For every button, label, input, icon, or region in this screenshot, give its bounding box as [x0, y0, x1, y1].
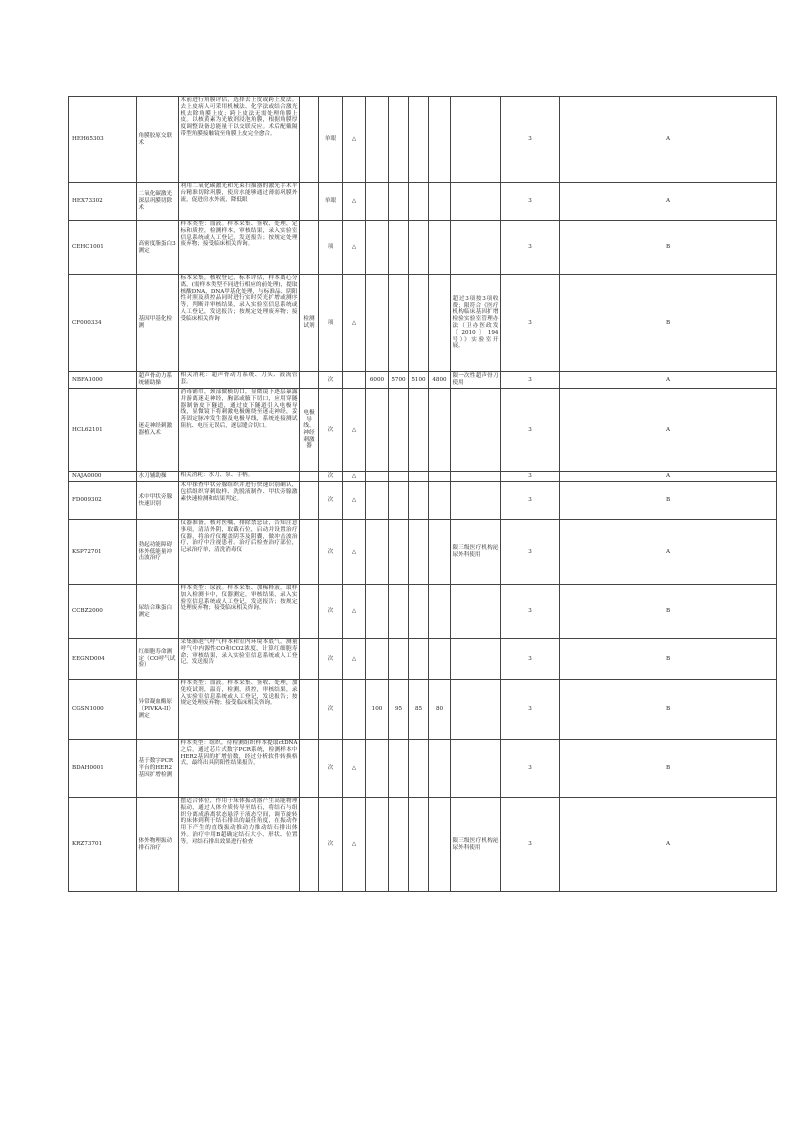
remark: [451, 221, 501, 275]
item-description: 仪器准备，核对医嘱，排除禁忌证，告知注意事项，清洁外阴，取截石位，启动并设置治疗仪器，将治疗仪覆盖阴茎及阴囊，做冲击波治疗，治疗中注视患者。治疗后检查治疗部位，记录治疗单，清洗消毒仪: [179, 520, 300, 585]
price-tier-3: 85: [409, 680, 429, 740]
price-tier-3: [409, 585, 429, 639]
payment-category: B: [560, 585, 777, 639]
payment-category: A: [560, 372, 777, 389]
price-tier-3: [409, 639, 429, 680]
price-tier-2: [389, 389, 409, 472]
hospital-level: 3: [501, 639, 560, 680]
price-tier-2: [389, 275, 409, 372]
hospital-level: 3: [501, 97, 560, 183]
item-code: FD009302: [69, 482, 137, 520]
remark: [451, 482, 501, 520]
price-tier-1: [366, 585, 389, 639]
price-tier-4: [429, 275, 451, 372]
hospital-level: 3: [501, 275, 560, 372]
price-tier-1: 100: [366, 680, 389, 740]
item-description: 相关消耗：水刀、泵、手柄。: [179, 472, 300, 482]
remark: 超过3项按3项收费；限符合《医疗机构临床基因扩增检验实验室管理办法（卫办医政发〔2010〕194号）》实验室开展。: [451, 275, 501, 372]
instruction-mark: △: [343, 389, 366, 472]
instruction-mark: △: [343, 740, 366, 798]
item-description: 摆适合体位，作用于床体振动器产生高能物理振动，通过人体介质传导至结石，将结石与组织分离成游离状态悬浮于液态空间，调节旋转的床体到利于结石排出的最佳角度，在振动作用下产生的直线振动推动力推动结石排出体外。治疗中用B超确定结石大小、形状、位置等，对结石排出效果进行检查: [179, 798, 300, 892]
remark: 限一次性超声骨刀使用: [451, 372, 501, 389]
hospital-level: 3: [501, 798, 560, 892]
price-tier-1: [366, 183, 389, 221]
item-code: HEX73302: [69, 183, 137, 221]
remark: [451, 680, 501, 740]
hospital-level: 3: [501, 389, 560, 472]
price-tier-3: [409, 740, 429, 798]
price-tier-4: [429, 639, 451, 680]
instruction-mark: △: [343, 221, 366, 275]
item-name: 体外物理振动排石治疗: [137, 798, 179, 892]
item-code: KSP72701: [69, 520, 137, 585]
price-tier-2: [389, 183, 409, 221]
price-tier-2: 95: [389, 680, 409, 740]
item-name: 红细胞寿命测定（CO呼气试验）: [137, 639, 179, 680]
instruction-mark: [343, 372, 366, 389]
payment-category: B: [560, 740, 777, 798]
price-tier-4: [429, 520, 451, 585]
table-row: [69, 97, 777, 183]
item-code: CCBZ2000: [69, 585, 137, 639]
table-row: [69, 372, 777, 389]
price-tier-3: [409, 520, 429, 585]
price-tier-1: [366, 639, 389, 680]
item-name: 超声骨动力系统辅助操: [137, 372, 179, 389]
item-description: 样本类型：血液。样本采集、签收、处理，定标和质控，检测样本，审核结果，录入实验室信息系统或人工登记，发送报告；按规定处理废弃物；接受临床相关咨询。: [179, 221, 300, 275]
item-description: 采集肺泡气呼气样本和室内环境本底气，测量呼气中内源性CO和CO2浓度，计算红细胞寿命；审核结果，录入实验室信息系统或人工登记，发送报告: [179, 639, 300, 680]
excluded-items: [300, 680, 319, 740]
item-name: 勃起功能障碍体外低能量冲击波治疗: [137, 520, 179, 585]
payment-category: A: [560, 520, 777, 585]
remark: 限三级医疗机构泌尿外科使用: [451, 798, 501, 892]
item-name: 尿结合珠蛋白测定: [137, 585, 179, 639]
item-name: 高密度脂蛋白3测定: [137, 221, 179, 275]
price-tier-3: [409, 798, 429, 892]
price-tier-2: 5700: [389, 372, 409, 389]
item-name: 基于数字PCR平台的HER2基因扩增检测: [137, 740, 179, 798]
item-name: 水刀辅助操: [137, 472, 179, 482]
price-tier-1: [366, 389, 389, 472]
price-tier-4: [429, 221, 451, 275]
item-code: BDAH0001: [69, 740, 137, 798]
excluded-items: 检测试剂: [300, 275, 319, 372]
price-tier-2: [389, 798, 409, 892]
hospital-level: 3: [501, 221, 560, 275]
excluded-items: [300, 472, 319, 482]
table-row: [69, 680, 777, 740]
pricing-unit: 次: [319, 740, 343, 798]
pricing-unit: 次: [319, 680, 343, 740]
payment-category: A: [560, 798, 777, 892]
price-tier-4: 80: [429, 680, 451, 740]
remark: [451, 639, 501, 680]
price-tier-4: [429, 97, 451, 183]
price-tier-1: [366, 472, 389, 482]
item-code: CF000334: [69, 275, 137, 372]
item-description: 术中探查甲状旁腺组织并进行快速识别确认，包括组织穿刺取样、洗脱液制作、甲状旁腺激素快速检测和结果判定。: [179, 482, 300, 520]
item-description: 样本类型：血液。样本采集、签收、处理，加免疫试剂，温育，检测，质控，审核结果，录入实验室信息系统或人工登记，发送报告；按规定处理废弃物；接受临床相关咨询。: [179, 680, 300, 740]
payment-category: A: [560, 97, 777, 183]
price-tier-4: [429, 740, 451, 798]
table-row: [69, 798, 777, 892]
item-code: NBFA1000: [69, 372, 137, 389]
price-tier-3: [409, 275, 429, 372]
price-tier-3: [409, 482, 429, 520]
item-description: 样本类型：组织。待检测组织样本提取ctDNA之后，通过芯片式数字PCR系统，检测样本中HER2基因的扩增倍数，经过分析软件转换格式，最终出具阴阳性结果报告。: [179, 740, 300, 798]
remark: [451, 472, 501, 482]
hospital-level: 3: [501, 372, 560, 389]
remark: 限三级医疗机构泌尿外科使用: [451, 520, 501, 585]
payment-category: B: [560, 639, 777, 680]
excluded-items: [300, 585, 319, 639]
payment-category: A: [560, 183, 777, 221]
item-name: 角膜胶原交联术: [137, 97, 179, 183]
remark: [451, 97, 501, 183]
remark: [451, 183, 501, 221]
price-tier-2: [389, 482, 409, 520]
excluded-items: [300, 639, 319, 680]
table-row: [69, 472, 777, 482]
price-tier-2: [389, 221, 409, 275]
remark: [451, 585, 501, 639]
price-tier-3: [409, 183, 429, 221]
hospital-level: 3: [501, 472, 560, 482]
price-tier-4: [429, 585, 451, 639]
hospital-level: 3: [501, 520, 560, 585]
price-tier-3: [409, 221, 429, 275]
price-table: [68, 96, 777, 892]
price-tier-1: 6000: [366, 372, 389, 389]
excluded-items: [300, 97, 319, 183]
payment-category: A: [560, 389, 777, 472]
table-row: [69, 639, 777, 680]
price-tier-1: [366, 275, 389, 372]
table-row: [69, 520, 777, 585]
table-row: [69, 275, 777, 372]
price-tier-3: [409, 472, 429, 482]
price-tier-2: [389, 520, 409, 585]
pricing-unit: 单眼: [319, 183, 343, 221]
excluded-items: [300, 221, 319, 275]
pricing-unit: 单眼: [319, 97, 343, 183]
price-tier-2: [389, 585, 409, 639]
table-row: [69, 740, 777, 798]
pricing-unit: 次: [319, 372, 343, 389]
item-code: CGSN1000: [69, 680, 137, 740]
item-code: HCL62101: [69, 389, 137, 472]
pricing-unit: 次: [319, 520, 343, 585]
pricing-unit: 次: [319, 798, 343, 892]
price-tier-4: [429, 482, 451, 520]
price-tier-1: [366, 482, 389, 520]
price-tier-1: [366, 520, 389, 585]
payment-category: B: [560, 680, 777, 740]
item-description: 消毒铺巾，颈部做横切口，显微镜下逐层暴露并游离迷走神经，胸部或腋下切口，应用穿隧器制备皮下隧道，通过皮下隧道引入电极导线，显微镜下将刺激电极缠绕至迷走神经，妥善固定脉冲发生器及电极导线，系统连接测试阻抗、电压无误后，逐层缝合切口。: [179, 389, 300, 472]
item-description: 相关消耗：超声骨动力系统、刀头、液流管套。: [179, 372, 300, 389]
excluded-items: [300, 520, 319, 585]
price-tier-4: [429, 183, 451, 221]
item-description: 利用二氧化碳激光和光束扫描器的激光手术平台精准切除巩膜，使房水能够通过薄弱巩膜外流，促进房水外流，降低眼: [179, 183, 300, 221]
instruction-mark: △: [343, 585, 366, 639]
item-code: HEH65303: [69, 97, 137, 183]
price-tier-2: [389, 639, 409, 680]
excluded-items: [300, 482, 319, 520]
table-row: [69, 221, 777, 275]
item-code: KRZ73701: [69, 798, 137, 892]
table-row: [69, 585, 777, 639]
price-tier-4: [429, 389, 451, 472]
pricing-unit: 次: [319, 472, 343, 482]
payment-category: B: [560, 275, 777, 372]
price-tier-3: [409, 97, 429, 183]
hospital-level: 3: [501, 585, 560, 639]
table-row: [69, 183, 777, 221]
instruction-mark: △: [343, 97, 366, 183]
instruction-mark: △: [343, 183, 366, 221]
item-description: 术前进行角膜评估，选择去上皮或跨上皮法。去上皮病人可采用机械法、化学法或结合激光机去除角膜上皮；跨上皮法无需处理角膜上皮。以核黄素为光敏剂浸泡角膜，根据角膜厚度调整设备总能量干以交联反应。术后配戴隔带型角膜接触镜至角膜上皮完全愈合。: [179, 97, 300, 183]
pricing-unit: 次: [319, 482, 343, 520]
instruction-mark: △: [343, 639, 366, 680]
excluded-items: [300, 372, 319, 389]
item-name: 迷走神经刺激器植入术: [137, 389, 179, 472]
table-row: [69, 482, 777, 520]
price-tier-2: [389, 740, 409, 798]
price-tier-4: 4800: [429, 372, 451, 389]
excluded-items: [300, 183, 319, 221]
table-row: [69, 389, 777, 472]
item-name: 二氧化碳激光深层巩膜切除术: [137, 183, 179, 221]
instruction-mark: [343, 680, 366, 740]
price-tier-3: 5100: [409, 372, 429, 389]
hospital-level: 3: [501, 680, 560, 740]
item-description: 样本类型：尿液。样本采集、加稀释液，取样加入检测卡中，仪器测定，审核结果，录入实验室信息系统或人工登记，发送报告；按规定处理废弃物；接受临床相关咨询。: [179, 585, 300, 639]
excluded-items: [300, 798, 319, 892]
payment-category: B: [560, 221, 777, 275]
price-tier-1: [366, 97, 389, 183]
price-tier-3: [409, 389, 429, 472]
price-tier-4: [429, 798, 451, 892]
excluded-items: 电极导线、神经刺激器: [300, 389, 319, 472]
instruction-mark: △: [343, 472, 366, 482]
payment-category: A: [560, 472, 777, 482]
item-name: 术中甲状旁腺快速识别: [137, 482, 179, 520]
item-code: EEGND004: [69, 639, 137, 680]
pricing-unit: 次: [319, 585, 343, 639]
price-tier-1: [366, 740, 389, 798]
instruction-mark: △: [343, 482, 366, 520]
pricing-unit: 次: [319, 389, 343, 472]
pricing-unit: 项: [319, 221, 343, 275]
price-tier-1: [366, 221, 389, 275]
instruction-mark: △: [343, 275, 366, 372]
instruction-mark: △: [343, 798, 366, 892]
item-name: 基因甲基化检测: [137, 275, 179, 372]
instruction-mark: △: [343, 520, 366, 585]
price-tier-1: [366, 798, 389, 892]
item-name: 异常凝血酶原（PIVKA-II）测定: [137, 680, 179, 740]
hospital-level: 3: [501, 482, 560, 520]
item-description: 标本采集，核收登记，标本评估，样本离心分离，(需样本类型不同进行相应的前处理)，提取核酸DNA，DNA甲基化处理，与标准品、阴阳性对照及质控品同时进行实时荧光扩增或测序等，判断并审核结果，录入实验室信息系统或人工登记，发送报告；按规定处理废弃物；接受临床相关咨询: [179, 275, 300, 372]
pricing-unit: 次: [319, 639, 343, 680]
price-tier-4: [429, 472, 451, 482]
item-code: NAJA0000: [69, 472, 137, 482]
price-tier-2: [389, 97, 409, 183]
hospital-level: 3: [501, 740, 560, 798]
excluded-items: [300, 740, 319, 798]
remark: [451, 389, 501, 472]
price-tier-2: [389, 472, 409, 482]
pricing-unit: 项: [319, 275, 343, 372]
item-code: CEHC1001: [69, 221, 137, 275]
payment-category: B: [560, 482, 777, 520]
remark: [451, 740, 501, 798]
hospital-level: 3: [501, 183, 560, 221]
